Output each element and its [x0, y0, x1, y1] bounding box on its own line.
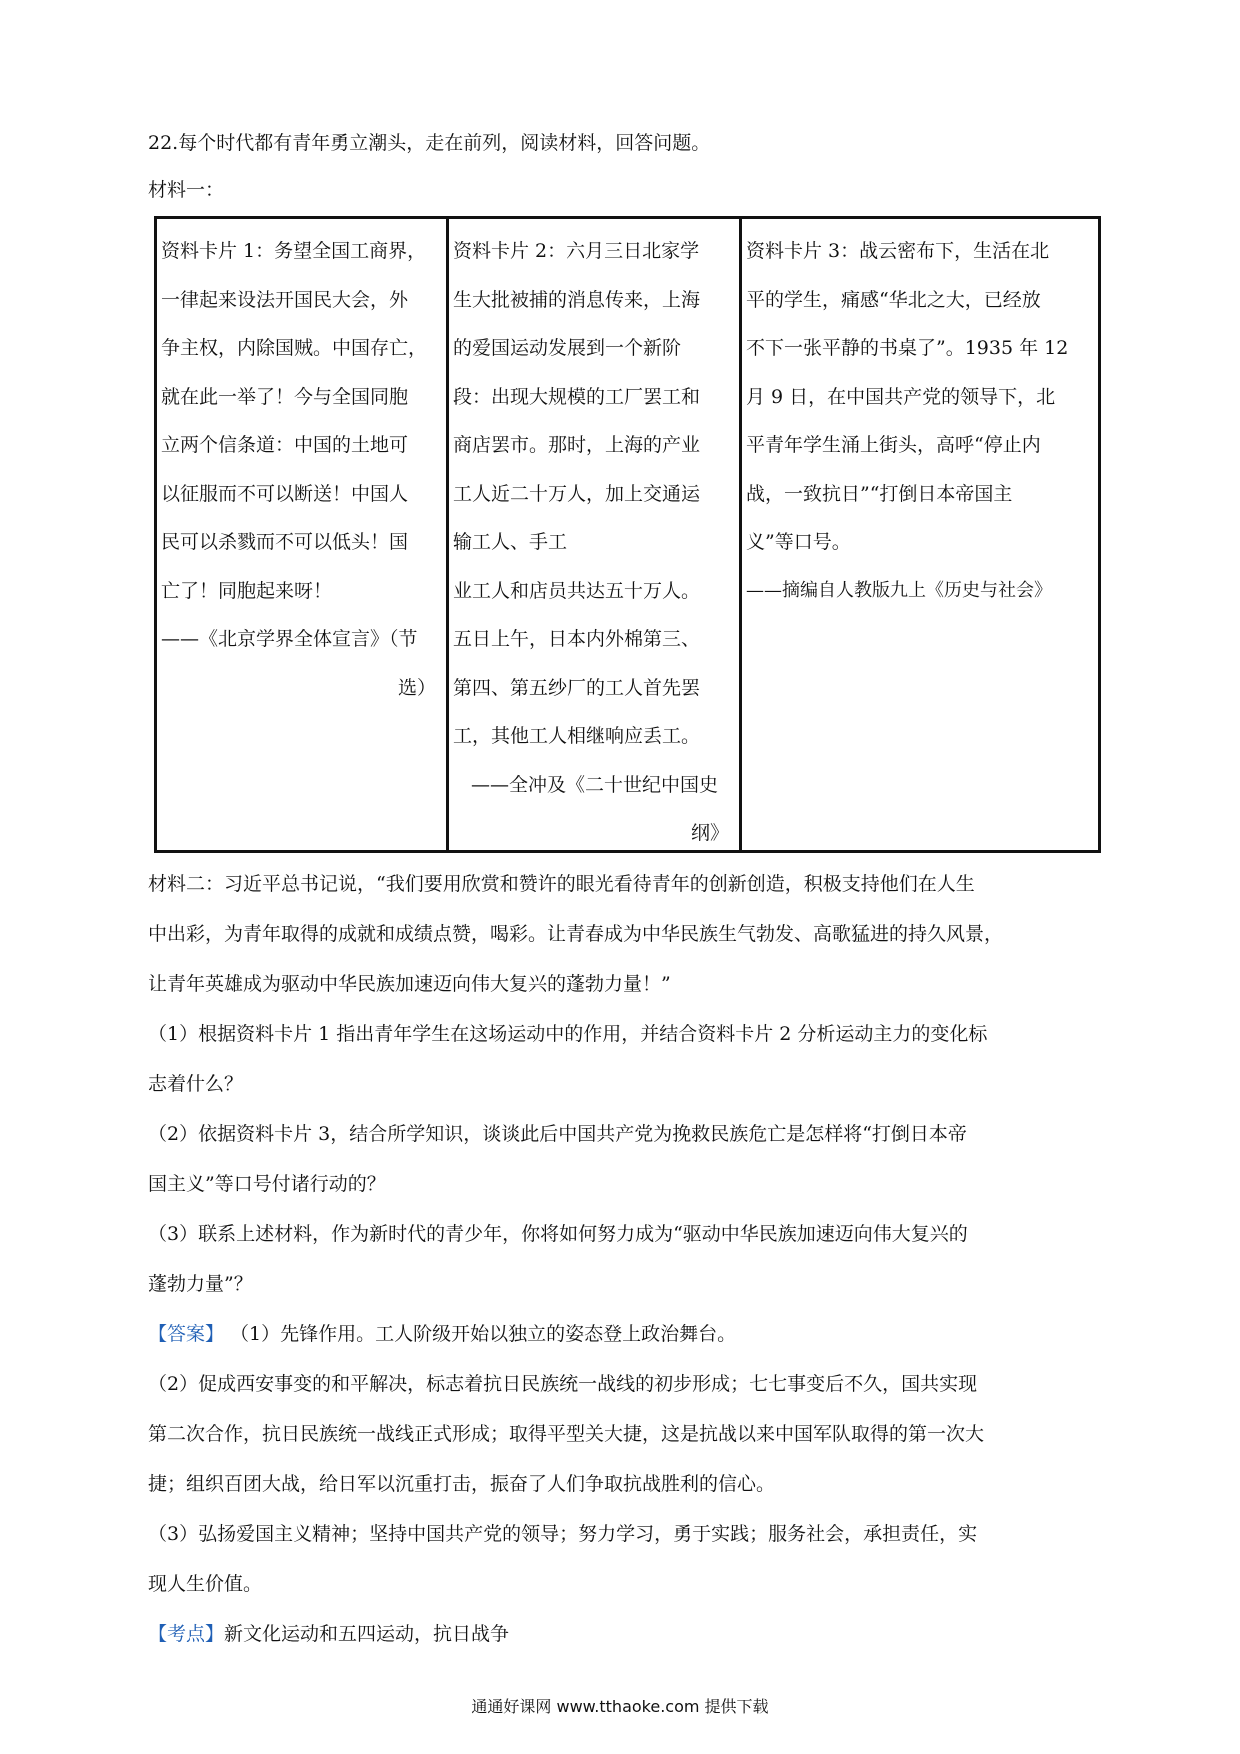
- answer-2-line: 第二次合作，抗日民族统一战线正式形成；取得平型关大捷，这是抗战以来中国军队取得的第一次大: [148, 1423, 985, 1445]
- kaodian-tag: 【考点】: [148, 1623, 225, 1645]
- kaodian-line: [148, 1621, 1106, 1647]
- card2-source-end: 纲》: [690, 822, 729, 844]
- material-card-3: [742, 219, 1098, 850]
- sub-question-3: （3）联系上述材料，作为新时代的青少年，你将如何努力成为“驱动中华民族加速迈向伟大复兴的: [148, 1223, 968, 1245]
- card3-line: 月 9 日，在中国共产党的领导下，北: [746, 385, 1056, 408]
- material2-line: 材料二：习近平总书记说，“我们要用欣赏和赞许的眼光看待青年的创新创造，积极支持他们在人生: [148, 873, 975, 895]
- card3-line: 战，一致抗日”“打倒日本帝国主: [746, 482, 1013, 505]
- card2-line: 第四、第五纱厂的工人首先罢: [453, 676, 701, 699]
- material-card-2: [449, 219, 742, 850]
- card1-line: 亡了！同胞起来呀！: [161, 579, 333, 602]
- material2-line: 中出彩，为青年取得的成就和成绩点赞，喝彩。让青春成为中华民族生气勃发、高歌猛进的持久风景，: [148, 923, 1004, 945]
- card3-line: 平的学生，痛感“华北之大，已经放: [746, 288, 1041, 311]
- sub-question-2: （2）依据资料卡片 3，结合所学知识，谈谈此后中国共产党为挽救民族危亡是怎样将“打倒日本帝: [148, 1123, 967, 1145]
- card1-line: 民可以杀戮而不可以低头！国: [161, 531, 409, 553]
- card3-source: ——摘编自人教版九上《历史与社会》: [746, 579, 1052, 601]
- card1-line: 以征服而不可以断送！中国人: [161, 482, 409, 505]
- material-card-1: [157, 219, 449, 850]
- kaodian-text: 新文化运动和五四运动，抗日战争: [224, 1623, 510, 1645]
- card3-line: 不下一张平静的书桌了”。1935 年 12: [746, 337, 1069, 359]
- card3-line: 资料卡片 3：战云密布下，生活在北: [746, 240, 1050, 262]
- card2-source: ——全冲及《二十世纪中国史: [471, 773, 719, 796]
- card1-line: 资料卡片 1：务望全国工商界，: [161, 240, 427, 262]
- sub-question-3-cont: 蓬勃力量”？: [148, 1273, 253, 1295]
- answer-3-line: （3）弘扬爱国主义精神；坚持中国共产党的领导；努力学习，勇于实践；服务社会，承担责任，实: [148, 1523, 978, 1545]
- answer-2-line: （2）促成西安事变的和平解决，标志着抗日民族统一战线的初步形成；七七事变后不久，国共实现: [148, 1373, 978, 1395]
- sub-question-1: （1）根据资料卡片 1 指出青年学生在这场运动中的作用，并结合资料卡片 2 分析运动主力的变化标: [148, 1023, 988, 1045]
- question-title: 22.每个时代都有青年勇立潮头，走在前列，阅读材料，回答问题。: [148, 132, 711, 154]
- answer-line: [148, 1321, 1106, 1347]
- card2-line: 业工人和店员共达五十万人。: [453, 579, 701, 602]
- card1-line: 就在此一举了！今与全国同胞: [161, 385, 409, 408]
- card2-line: 生大批被捕的消息传来，上海: [453, 288, 701, 311]
- card3-line: 义”等口号。: [746, 531, 851, 553]
- card2-line: 工，其他工人相继响应丢工。: [453, 725, 701, 747]
- card2-line: 的爱国运动发展到一个新阶: [453, 337, 682, 359]
- card1-source-end: 选）: [397, 676, 436, 699]
- card2-line: 工人近二十万人，加上交通运: [453, 482, 701, 505]
- answer-3-line: 现人生价值。: [148, 1573, 263, 1595]
- card1-line: 立两个信条道：中国的土地可: [161, 434, 409, 456]
- card2-line: 输工人、手工: [453, 531, 568, 553]
- sub-question-1-cont: 志着什么？: [148, 1073, 244, 1095]
- card3-line: 平青年学生涌上街头，高呼“停止内: [746, 434, 1041, 456]
- card2-line: 段：出现大规模的工厂罢工和: [453, 385, 701, 408]
- card1-source: ——《北京学界全体宣言》（节: [161, 628, 418, 650]
- card2-line: 资料卡片 2：六月三日北家学: [453, 240, 700, 262]
- card2-line: 商店罢市。那时，上海的产业: [453, 434, 701, 456]
- sub-question-2-cont: 国主义”等口号付诸行动的？: [148, 1173, 386, 1195]
- answer-tag: 【答案】: [148, 1323, 225, 1345]
- answer-1: （1）先锋作用。工人阶级开始以独立的姿态登上政治舞台。: [224, 1323, 737, 1345]
- card2-line: 五日上午，日本内外棉第三、: [453, 628, 701, 650]
- page-footer: 通通好课网 www.tthaoke.com 提供下载: [471, 1697, 769, 1716]
- material-card-table: [154, 216, 1101, 853]
- material1-label: 材料一：: [148, 179, 225, 201]
- card1-line: 争主权，内除国贼。中国存亡，: [161, 337, 428, 359]
- card1-line: 一律起来设法开国民大会，外: [161, 288, 409, 311]
- material2-line: 让青年英雄成为驱动中华民族加速迈向伟大复兴的蓬勃力量！”: [148, 973, 671, 995]
- answer-2-line: 捷；组织百团大战，给日军以沉重打击，振奋了人们争取抗战胜利的信心。: [148, 1473, 776, 1495]
